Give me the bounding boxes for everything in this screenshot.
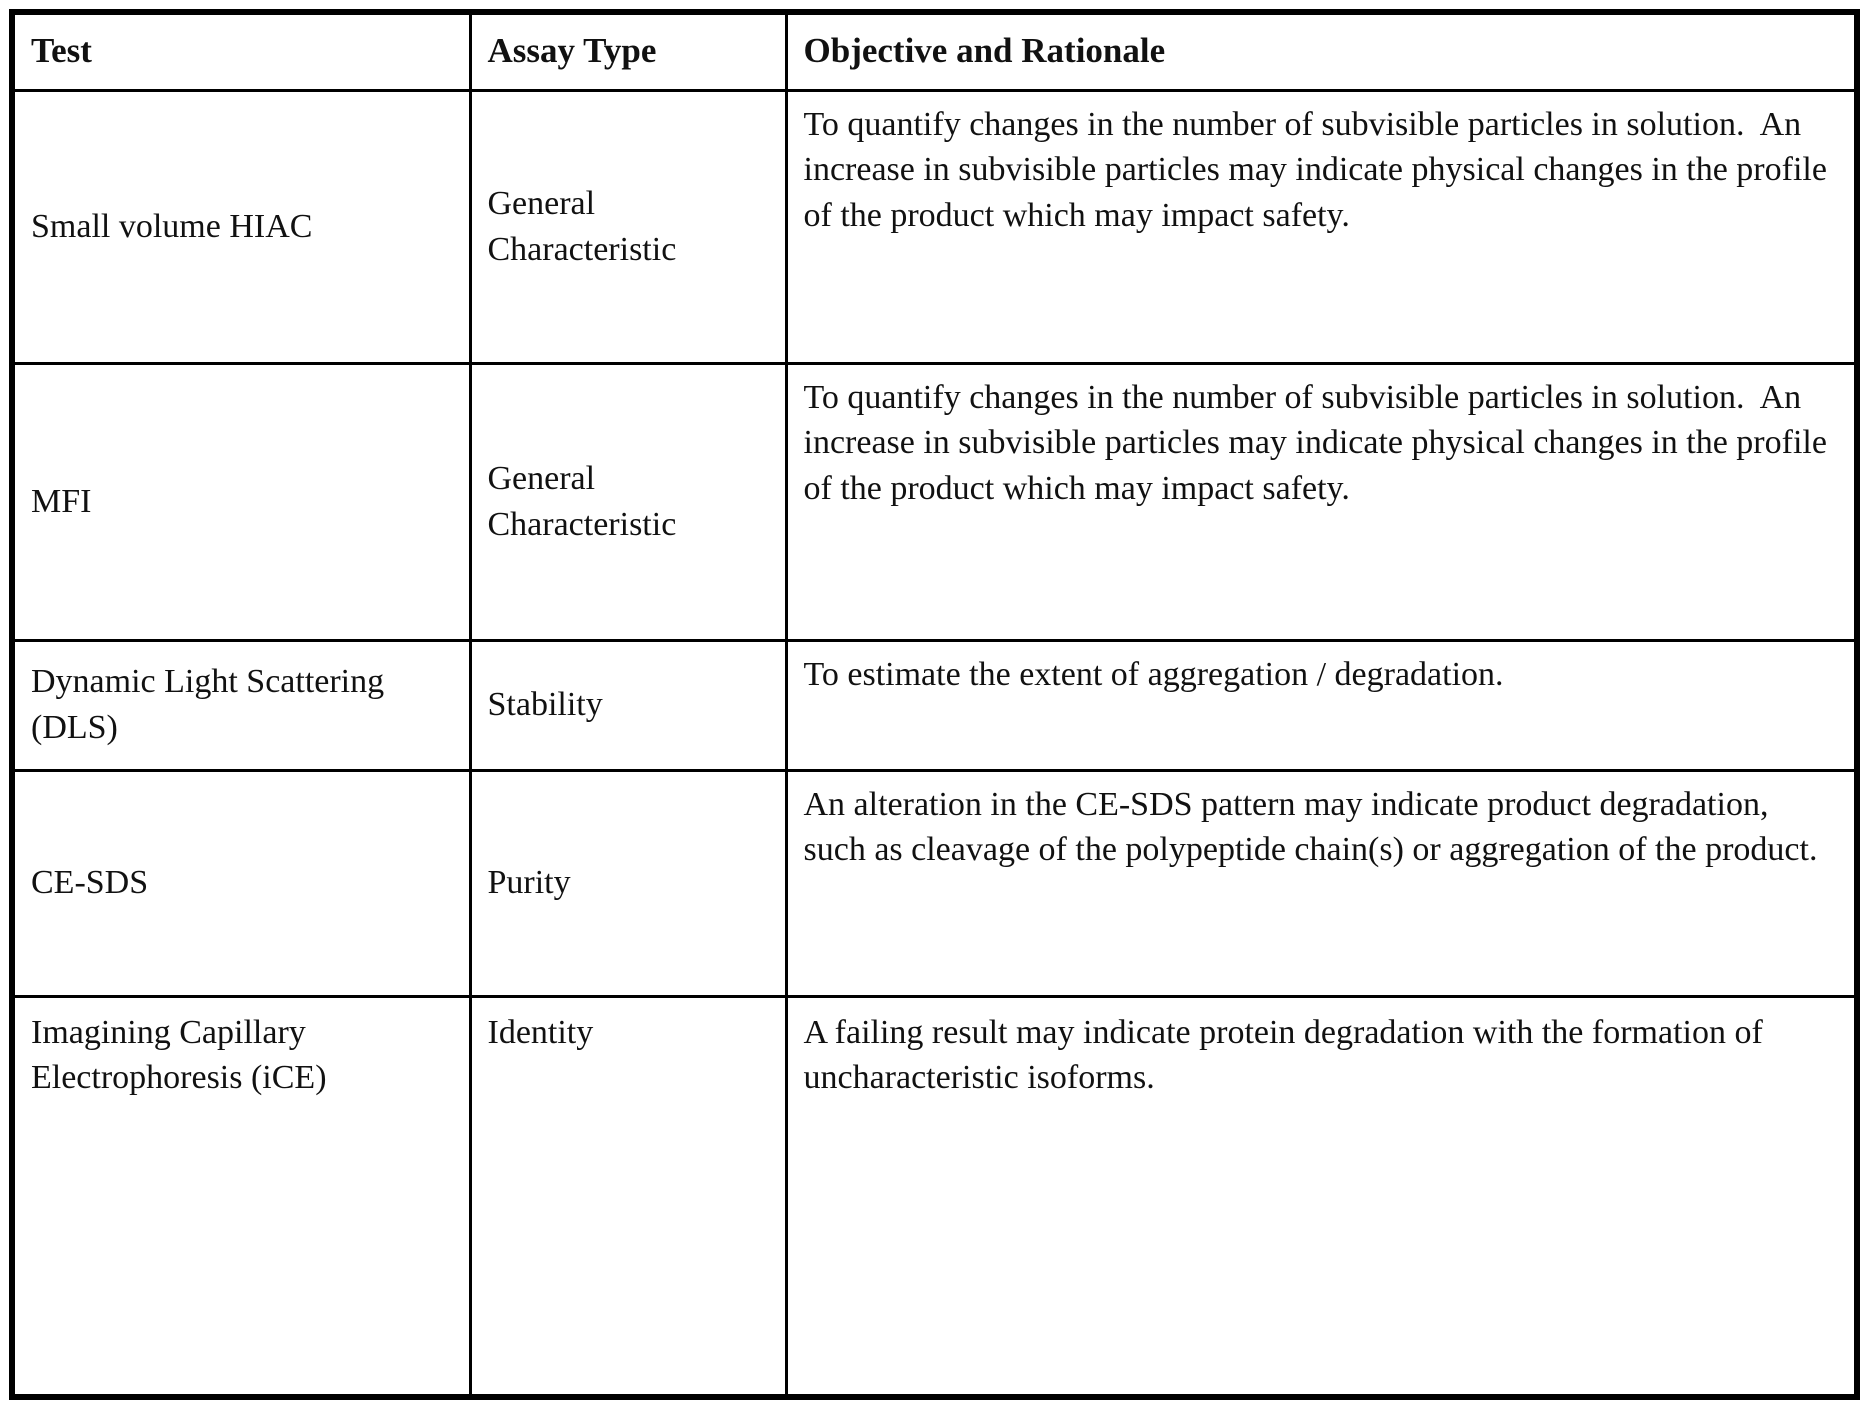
column-header-objective: Objective and Rationale [786,12,1857,90]
cell-test: Imagining Capillary Electrophoresis (iCE) [12,996,470,1397]
cell-assay-type: General Characteristic [470,363,786,640]
column-header-test: Test [12,12,470,90]
cell-test: CE-SDS [12,770,470,996]
cell-assay-type: Identity [470,996,786,1397]
cell-test: Small volume HIAC [12,90,470,363]
assay-table [9,9,1860,1400]
cell-assay-type: Stability [470,640,786,770]
cell-objective: To quantify changes in the number of subvisible particles in solution. An increase in subvisible particles may indicate physical changes in the profile of the product which may impact safety. [786,363,1857,640]
cell-test: MFI [12,363,470,640]
header-row [12,12,1857,90]
table-row [12,90,1857,363]
table-body [12,90,1857,1397]
table-header [12,12,1857,90]
table-row [12,640,1857,770]
cell-test: Dynamic Light Scattering (DLS) [12,640,470,770]
cell-assay-type: General Characteristic [470,90,786,363]
cell-objective: To estimate the extent of aggregation / degradation. [786,640,1857,770]
cell-objective: An alteration in the CE-SDS pattern may indicate product degradation, such as cleavage of the polypeptide chain(s) or aggregation of the product. [786,770,1857,996]
cell-objective: To quantify changes in the number of subvisible particles in solution. An increase in subvisible particles may indicate physical changes in the profile of the product which may impact safety. [786,90,1857,363]
column-header-assay-type: Assay Type [470,12,786,90]
table-row [12,996,1857,1397]
table-row [12,770,1857,996]
table-row [12,363,1857,640]
cell-assay-type: Purity [470,770,786,996]
cell-objective: A failing result may indicate protein degradation with the formation of uncharacteristic isoforms. [786,996,1857,1397]
